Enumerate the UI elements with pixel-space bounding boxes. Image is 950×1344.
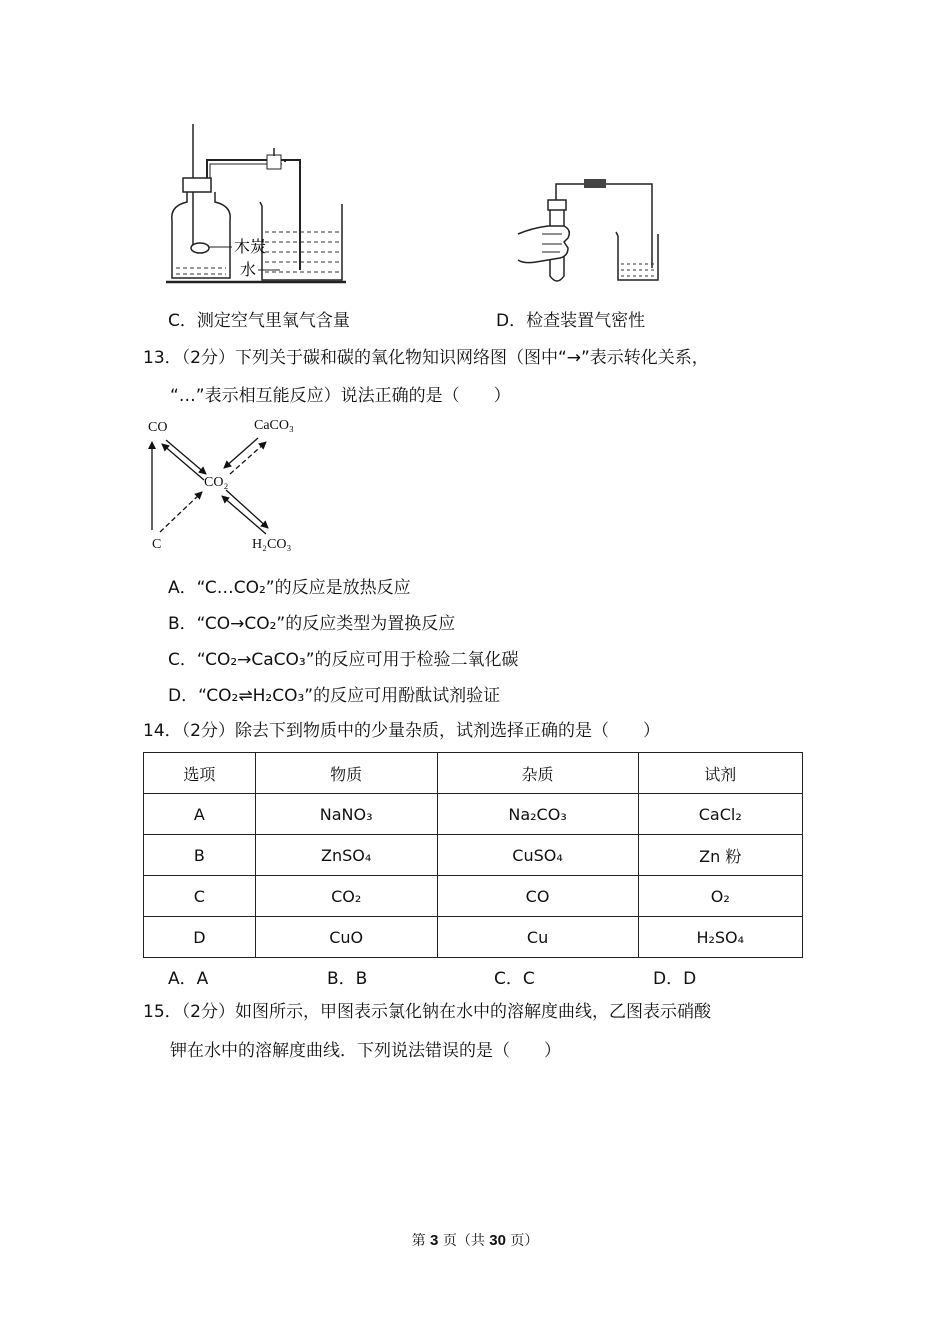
table-header-cell: 试剂 [638, 753, 803, 794]
option-d-apparatus: D．检查装置气密性 [496, 311, 646, 331]
label-water: 水 [240, 260, 257, 279]
table-row [144, 794, 803, 835]
node-caco3: CaCO₃ [254, 418, 294, 433]
table-cell: Cu [437, 917, 638, 958]
table-cell: C [144, 876, 256, 917]
table-cell: CO₂ [255, 876, 437, 917]
footer-prefix: 第 [411, 1233, 426, 1249]
q14-answer-d[interactable]: D．D [653, 969, 697, 989]
q13-stem-line2: “…”表示相互能反应）说法正确的是（ ） [170, 386, 511, 406]
table-cell: CO [437, 876, 638, 917]
table-cell: D [144, 917, 256, 958]
page-footer [0, 1230, 950, 1250]
table-cell: CuO [255, 917, 437, 958]
q15-stem-line2: 钾在水中的溶解度曲线．下列说法错误的是（ ） [170, 1041, 561, 1061]
table-cell: Na₂CO₃ [437, 794, 638, 835]
q13-stem-line1: 13．（2分）下列关于碳和碳的氧化物知识网络图（图中“→”表示转化关系， [143, 348, 709, 368]
table-header-cell: 物质 [255, 753, 437, 794]
q14-answer-c[interactable]: C．C [494, 969, 535, 989]
q14-stem: 14．（2分）除去下到物质中的少量杂质，试剂选择正确的是（ ） [143, 721, 660, 741]
figure-airtightness [512, 172, 682, 290]
q14-table [143, 752, 803, 958]
node-h2co3: H₂CO₃ [252, 537, 292, 552]
table-cell: CaCl₂ [638, 794, 803, 835]
arrow-co2-to-h2co3 [226, 490, 268, 528]
option-c-apparatus: C．测定空气里氧气含量 [168, 311, 350, 331]
arrow-h2co3-to-co2 [222, 496, 266, 534]
table-row [144, 917, 803, 958]
link-c-co2 [160, 492, 202, 532]
carbon-network-diagram [140, 410, 320, 560]
footer-mid: 页（共 [442, 1233, 485, 1249]
arrow-caco3-to-co2 [224, 438, 258, 468]
table-cell: H₂SO₄ [638, 917, 803, 958]
figure-oxygen-content [160, 120, 360, 290]
arrow-co-to-co2 [166, 440, 206, 474]
footer-suffix: 页） [510, 1233, 539, 1249]
node-co: CO [148, 420, 168, 435]
table-cell: NaNO₃ [255, 794, 437, 835]
table-row [144, 835, 803, 876]
table-cell: O₂ [638, 876, 803, 917]
table-cell: ZnSO₄ [255, 835, 437, 876]
node-co2: CO₂ [204, 475, 229, 490]
q14-answer-b[interactable]: B．B [327, 969, 368, 989]
q13-option-b[interactable]: B．“CO→CO₂”的反应类型为置换反应 [168, 614, 456, 634]
table-header-cell: 杂质 [437, 753, 638, 794]
q13-option-d[interactable]: D．“CO₂⇌H₂CO₃”的反应可用酚酞试剂验证 [168, 686, 501, 706]
table-header-row [144, 753, 803, 794]
table-cell: B [144, 835, 256, 876]
table-row [144, 876, 803, 917]
arrow-co2-to-co [162, 444, 204, 480]
label-charcoal: 木炭 [234, 237, 267, 256]
table-header-cell: 选项 [144, 753, 256, 794]
q14-answer-a[interactable]: A．A [168, 969, 209, 989]
page-number: 3 [430, 1232, 439, 1249]
table-cell: A [144, 794, 256, 835]
page-total: 30 [489, 1232, 506, 1249]
table-cell: CuSO₄ [437, 835, 638, 876]
q13-option-a[interactable]: A．“C…CO₂”的反应是放热反应 [168, 578, 411, 598]
q15-stem-line1: 15．（2分）如图所示，甲图表示氯化钠在水中的溶解度曲线，乙图表示硝酸 [143, 1002, 711, 1022]
q13-option-c[interactable]: C．“CO₂→CaCO₃”的反应可用于检验二氧化碳 [168, 650, 519, 670]
node-c: C [152, 537, 162, 552]
table-cell: Zn 粉 [638, 835, 803, 876]
